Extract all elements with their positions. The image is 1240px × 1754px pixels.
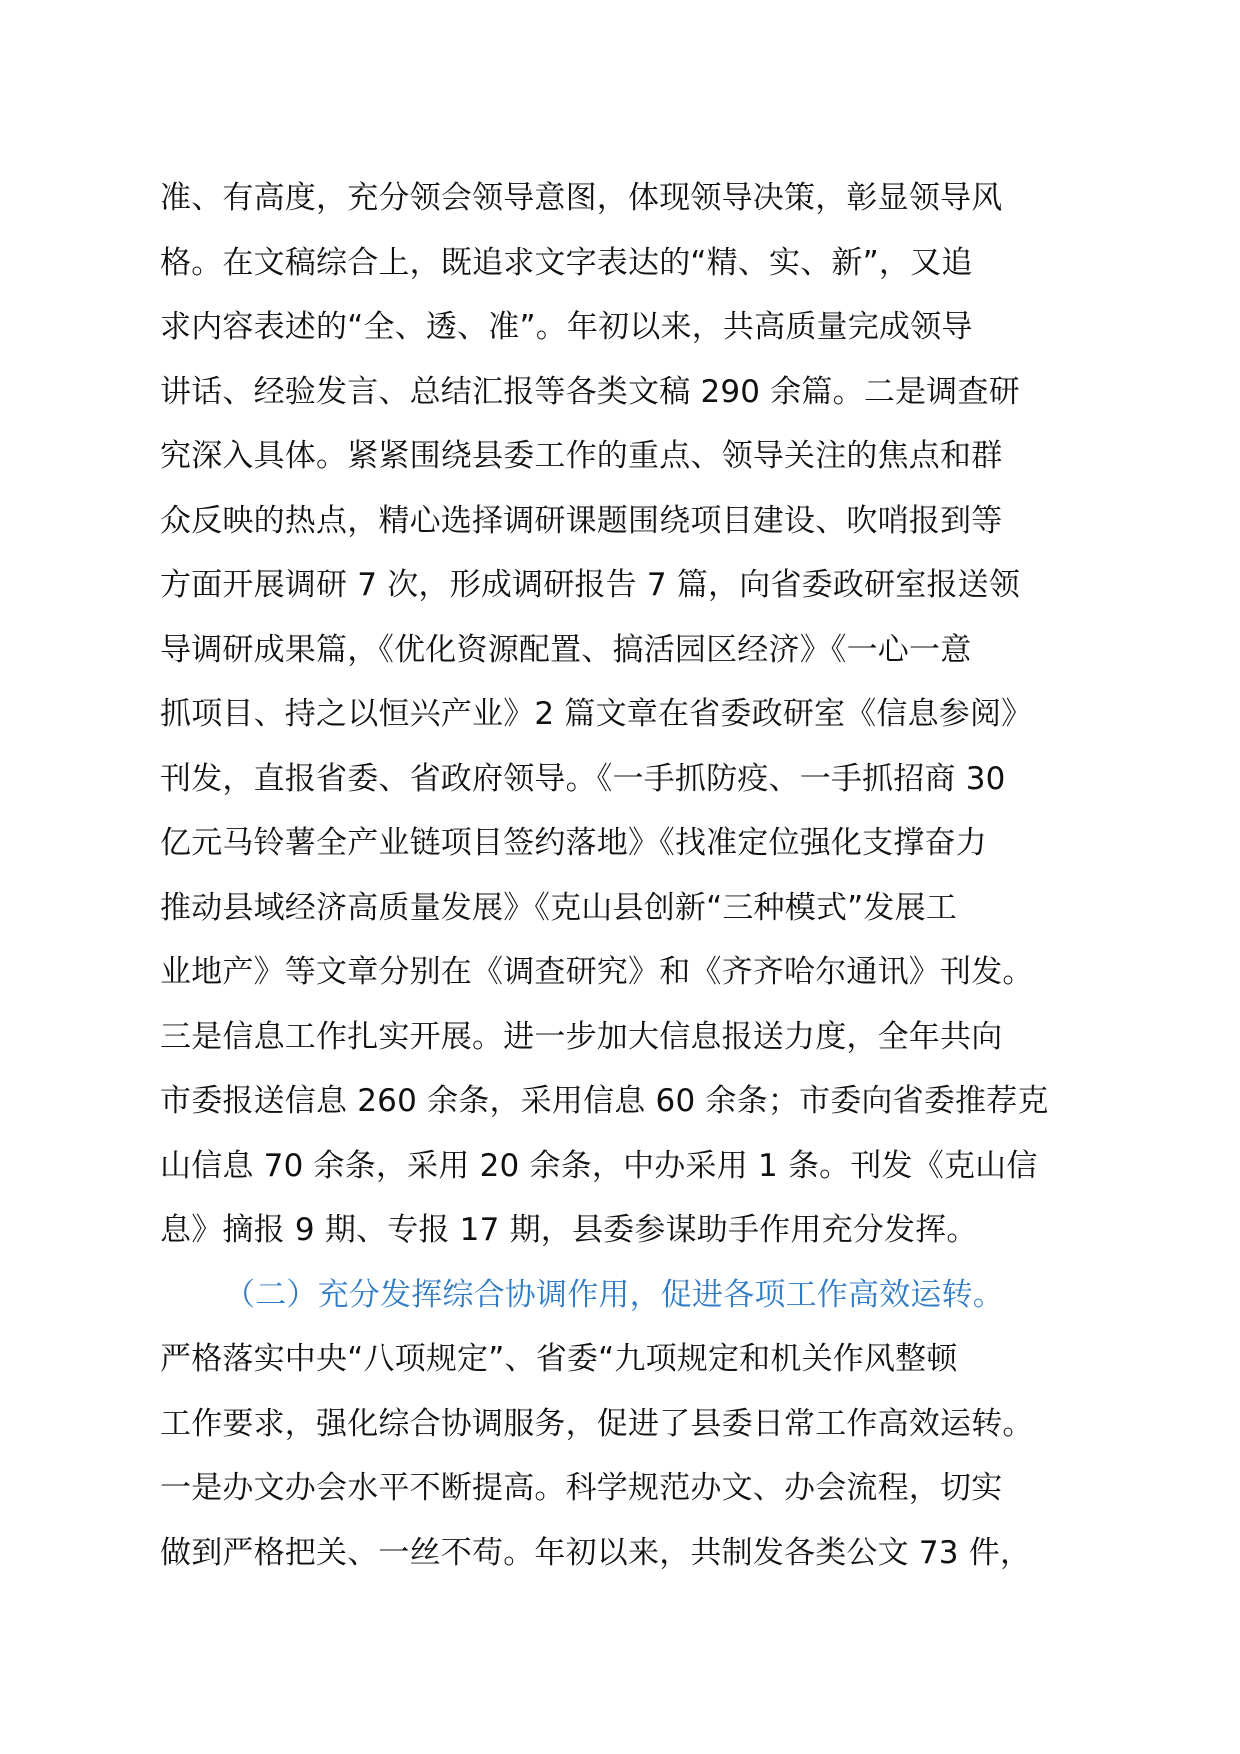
paragraph-line: 准、有高度，充分领会领导意图，体现领导决策，彰显领导风 [160, 180, 1003, 216]
paragraph-line: 三是信息工作扎实开展。进一步加大信息报送力度，全年共向 [160, 1018, 1003, 1055]
paragraph-line: 格。在文稿综合上，既追求文字表达的“精、实、新”，又追 [160, 244, 973, 281]
paragraph-line: 亿元马铃薯全产业链项目签约落地》《找准定位强化支撑奋力 [160, 825, 987, 861]
document-body [160, 166, 1120, 1585]
paragraph-line: 抓项目、持之以恒兴产业》2 篇文章在省委政研室《信息参阅》 [160, 696, 1033, 732]
paragraph-line: 推动县域经济高质量发展》《克山县创新“三种模式”发展工 [160, 889, 958, 926]
section-heading: （二）充分发挥综合协调作用，促进各项工作高效运转。 [224, 1276, 1004, 1313]
paragraph-line: 做到严格把关、一丝不苟。年初以来，共制发各类公文 73 件， [160, 1534, 1032, 1571]
paragraph-line: 究深入具体。紧紧围绕县委工作的重点、领导关注的焦点和群 [160, 438, 1003, 474]
paragraph-line: 讲话、经验发言、总结汇报等各类文稿 290 余篇。二是调查研 [160, 373, 1020, 410]
paragraph-line: 工作要求，强化综合协调服务，促进了县委日常工作高效运转。 [160, 1405, 1034, 1442]
paragraph-line: 业地产》等文章分别在《调查研究》和《齐齐哈尔通讯》刊发。 [160, 954, 1034, 990]
paragraph-line: 严格落实中央“八项规定”、省委“九项规定和机关作风整顿 [160, 1341, 958, 1377]
paragraph-line: 导调研成果篇，《优化资源配置、搞活园区经济》《一心一意 [160, 631, 972, 668]
paragraph-line: 一是办文办会水平不断提高。科学规范办文、办会流程，切实 [160, 1470, 1003, 1506]
paragraph-line: 市委报送信息 260 余条，采用信息 60 余条；市委向省委推荐克 [160, 1083, 1049, 1119]
paragraph-line: 求内容表述的“全、透、准”。年初以来，共高质量完成领导 [160, 309, 973, 345]
paragraph-line: 刊发，直报省委、省政府领导。《一手抓防疫、一手抓招商 30 [160, 760, 1006, 797]
paragraph-line: 方面开展调研 7 次，形成调研报告 7 篇，向省委政研室报送领 [160, 567, 1021, 603]
paragraph-line: 山信息 70 余条，采用 20 余条，中办采用 1 条。刊发《克山信 [160, 1147, 1038, 1184]
paragraph-line: 众反映的热点，精心选择调研课题围绕项目建设、吹哨报到等 [160, 502, 1003, 539]
paragraph-line: 息》摘报 9 期、专报 17 期，县委参谋助手作用充分发挥。 [160, 1212, 978, 1248]
